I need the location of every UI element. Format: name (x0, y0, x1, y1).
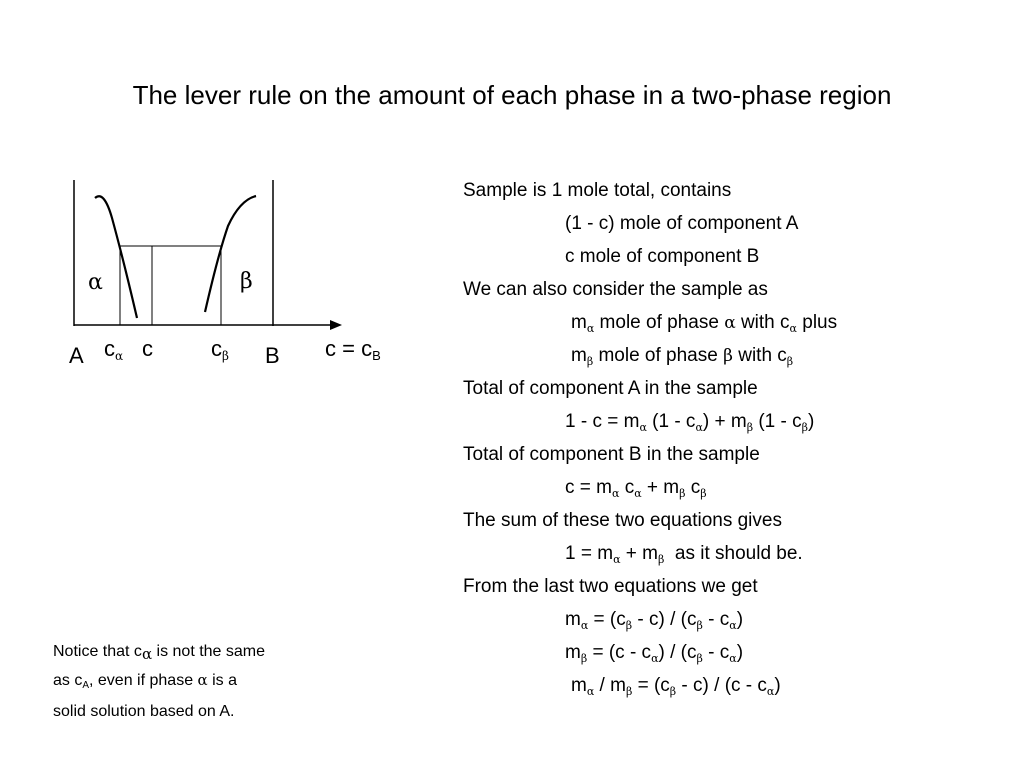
line-component-a: (1 - c) mole of component A (565, 213, 799, 234)
line-m-beta: $m_\beta$ mole of phase β with $c_\beta$ (571, 345, 794, 368)
equation-m-beta: $m_\beta = (c - c_\alpha) / (c_\beta - c_\alpha)$ (565, 642, 744, 665)
note-line-2: as cA, even if phase α is a (53, 671, 238, 691)
label-c-beta: cβ (211, 336, 229, 363)
beta-solvus-curve (205, 196, 256, 312)
note-line-1: Notice that cα is not the same (53, 643, 266, 663)
equation-a: $1 - c = m_\alpha$ $(1 - c_\alpha) + m_\beta$ $(1 - c_\beta)$ (565, 411, 815, 434)
axis-label: $c = c_B$ (325, 336, 381, 363)
line-total-b: Total of component B in the sample (463, 444, 760, 465)
line-from-last: From the last two equations we get (463, 576, 758, 597)
note-line-3: solid solution based on A. (53, 703, 235, 720)
label-c: c (142, 336, 153, 361)
slide-title: The lever rule on the amount of each phase in a two-phase region (132, 80, 892, 110)
equation-ratio: $m_\alpha / m_\beta = (c_\beta - c) / (c - c_\alpha)$ (571, 675, 781, 698)
label-c-alpha: cα (104, 336, 124, 363)
alpha-solvus-curve (95, 196, 137, 318)
line-total-a: Total of component A in the sample (463, 378, 758, 399)
line-sum: The sum of these two equations gives (463, 510, 782, 531)
label-A: A (69, 343, 84, 368)
alpha-region-label: α (88, 270, 103, 295)
equation-sum: $1 = m_\alpha + m_\beta$ as it should be. (565, 543, 803, 566)
label-B: B (265, 343, 280, 368)
line-m-alpha: $m_\alpha$ mole of phase α with $c_\alpha$ plus (571, 312, 838, 335)
axis-arrowhead (330, 320, 342, 330)
side-note (53, 639, 323, 725)
line-consider: We can also consider the sample as (463, 279, 768, 300)
line-component-b: c mole of component B (565, 246, 760, 267)
equation-m-alpha: $m_\alpha = (c_\beta - c) / (c_\beta - c_\alpha)$ (565, 609, 744, 632)
line-sample: Sample is 1 mole total, contains (463, 180, 732, 201)
derivation-text (463, 178, 1003, 706)
equation-b: $c = m_\alpha$ $c_\alpha + m_\beta$ $c_\beta$ (565, 477, 707, 500)
beta-region-label: β (240, 269, 253, 294)
